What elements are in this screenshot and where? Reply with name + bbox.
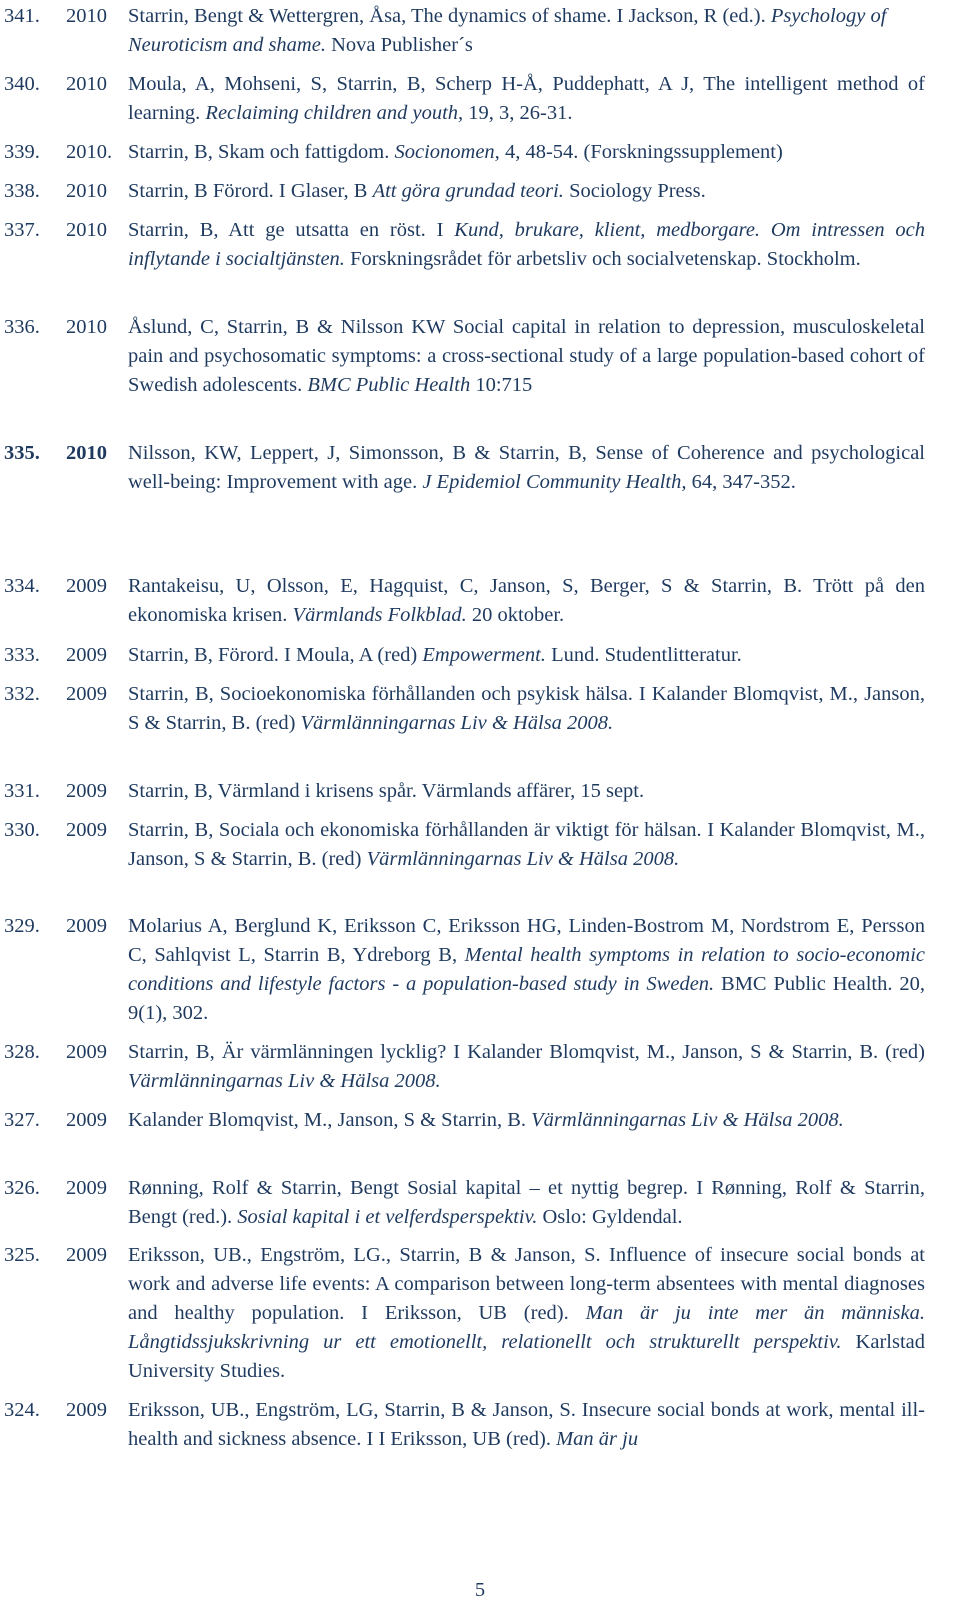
- citation-text: Karlstad University Studies.: [128, 1331, 925, 1382]
- entry-citation: [128, 313, 925, 400]
- entry-year: 2010: [66, 442, 107, 464]
- citation-text: Moula, A, Mohseni, S, Starrin, B, Scherp H-Å, Puddephatt, A J, The intelligent method of learning.: [128, 73, 925, 124]
- entry-number: 327.: [4, 1109, 40, 1131]
- entry-year: 2009: [66, 915, 107, 937]
- citation-text: Starrin, B, Sociala och ekonomiska förhållanden är viktigt för hälsan. I Kalander Blomqvist, M., Janson, S & Starrin, B. (red): [128, 819, 925, 870]
- entry-year: 2010: [66, 316, 107, 338]
- entry-number: 339.: [4, 141, 40, 163]
- entry-year: 2009: [66, 683, 107, 705]
- entry-citation: [128, 138, 925, 167]
- citation-title: Sosial kapital i et velferdsperspektiv.: [237, 1206, 538, 1228]
- entry-number: 333.: [4, 644, 40, 666]
- citation-text: 10:715: [470, 374, 533, 396]
- citation-title: Kund, brukare, klient, medborgare. Om intressen och inflytande i socialtjänsten.: [128, 219, 925, 270]
- entry-citation: [128, 572, 925, 630]
- citation-title: Värmlänningarnas Liv & Hälsa 2008.: [300, 712, 614, 734]
- citation-text: Forskningsrådet för arbetsliv och socialvetenskap. Stockholm.: [344, 248, 861, 270]
- citation-text: Starrin, B, Värmland i krisens spår. Värmlands affärer, 15 sept.: [128, 780, 645, 802]
- entry-citation: [128, 1106, 925, 1135]
- citation-title: Värmlänningarnas Liv & Hälsa 2008.: [531, 1109, 844, 1131]
- entry-citation: [128, 777, 925, 806]
- citation-text: Starrin, B, Förord. I Moula, A (red): [128, 644, 423, 666]
- entry-year: 2009: [66, 1399, 107, 1421]
- citation-text: BMC Public Health. 20, 9(1), 302.: [128, 973, 925, 1024]
- entry-number: 332.: [4, 683, 40, 705]
- citation-title: Värmlands Folkblad.: [292, 604, 467, 626]
- citation-text: Sociology Press.: [563, 180, 706, 202]
- citation-text: Rantakeisu, U, Olsson, E, Hagquist, C, Janson, S, Berger, S & Starrin, B. Trött på den ekonomiska krisen.: [128, 575, 925, 626]
- entry-citation: [128, 1174, 925, 1232]
- entry-number: 337.: [4, 219, 40, 241]
- entry-number: 325.: [4, 1244, 40, 1266]
- citation-text: Nova Publisher´s: [325, 34, 473, 56]
- citation-text: Starrin, B, Socioekonomiska förhållanden och psykisk hälsa. I Kalander Blomqvist, M., Janson, S & Starrin, B. (red): [128, 683, 925, 734]
- entry-citation: [128, 816, 925, 874]
- entry-year: 2009: [66, 1177, 107, 1199]
- citation-text: Starrin, Bengt & Wettergren, Åsa, The dynamics of shame. I Jackson, R (ed.).: [128, 5, 771, 27]
- entry-year: 2010: [66, 5, 107, 27]
- entry-citation: [128, 2, 925, 60]
- citation-text: Starrin, B, Skam och fattigdom.: [128, 141, 395, 163]
- citation-title: Värmlänningarnas Liv & Hälsa 2008.: [128, 1070, 441, 1092]
- citation-text: Oslo: Gyldendal.: [537, 1206, 683, 1228]
- entry-number: 336.: [4, 316, 40, 338]
- citation-text: Starrin, B, Att ge utsatta en röst. I: [128, 219, 455, 241]
- entry-citation: [128, 641, 925, 670]
- citation-title: BMC Public Health: [307, 374, 471, 396]
- entry-year: 2009: [66, 1109, 107, 1131]
- entry-number: 326.: [4, 1177, 40, 1199]
- entry-citation: [128, 439, 925, 497]
- entry-citation: [128, 70, 925, 128]
- entry-number: 330.: [4, 819, 40, 841]
- citation-text: 20 oktober.: [466, 604, 565, 626]
- entry-year: 2010: [66, 180, 107, 202]
- entry-citation: [128, 177, 925, 206]
- entry-year: 2009: [66, 819, 107, 841]
- entry-number: 329.: [4, 915, 40, 937]
- entry-citation: [128, 912, 925, 1028]
- entry-citation: [128, 1038, 925, 1096]
- entry-number: 324.: [4, 1399, 40, 1421]
- citation-text: 64, 347-352.: [686, 471, 796, 493]
- entry-year: 2009: [66, 575, 107, 597]
- citation-title: Empowerment.: [422, 644, 546, 666]
- citation-title: Reclaiming children and youth,: [205, 102, 464, 124]
- citation-text: Molarius A, Berglund K, Eriksson C, Eriksson HG, Linden-Bostrom M, Nordstrom E, Persson C, Sahlqvist L, Starrin B, Ydreborg B,: [128, 915, 925, 966]
- citation-title: J Epidemiol Community Health,: [422, 471, 687, 493]
- entry-number: 338.: [4, 180, 40, 202]
- citation-text: Lund. Studentlitteratur.: [545, 644, 742, 666]
- citation-text: 4, 48-54. (Forskningssupplement): [499, 141, 783, 163]
- entry-number: 328.: [4, 1041, 40, 1063]
- entry-year: 2010: [66, 219, 107, 241]
- entry-citation: [128, 1396, 925, 1454]
- entry-citation: [128, 680, 925, 738]
- entry-citation: [128, 1241, 925, 1386]
- citation-text: Eriksson, UB., Engström, LG., Starrin, B & Janson, S. Influence of insecure social bonds at work and adverse life events: A comparison between long-term absentees with mental diagnoses and healthy population. I Eriksson, UB (red).: [128, 1244, 925, 1324]
- entry-year: 2010: [66, 73, 107, 95]
- citation-text: Rønning, Rolf & Starrin, Bengt Sosial kapital – et nyttig begrep. I Rønning, Rolf & Starrin, Bengt (red.).: [128, 1177, 925, 1228]
- entry-number: 331.: [4, 780, 40, 802]
- citation-text: Eriksson, UB., Engström, LG, Starrin, B & Janson, S. Insecure social bonds at work, mental ill-health and sickness absence. I I Eriksson, UB (red).: [128, 1399, 925, 1450]
- entry-year: 2009: [66, 1041, 107, 1063]
- citation-title: Mental health symptoms in relation to socio-economic conditions and lifestyle factors - a population-based study in Sweden.: [128, 944, 926, 995]
- entry-number: 341.: [4, 5, 40, 27]
- entry-year: 2009: [66, 1244, 107, 1266]
- citation-text: Åslund, C, Starrin, B & Nilsson KW Social capital in relation to depression, musculoskeletal pain and psychosomatic symptoms: a cross-sectional study of a large population-based cohort of Swedish adolescents.: [128, 316, 925, 396]
- page-number: 5: [474, 1579, 486, 1601]
- citation-title: Man är ju: [556, 1428, 639, 1450]
- citation-text: Starrin, B, Är värmlänningen lycklig? I Kalander Blomqvist, M., Janson, S & Starrin, B. (red): [128, 1041, 925, 1063]
- entry-number: 335.: [4, 442, 40, 464]
- citation-title: Värmlänningarnas Liv & Hälsa 2008.: [366, 848, 680, 870]
- citation-title: Socionomen,: [394, 141, 500, 163]
- entry-number: 334.: [4, 575, 40, 597]
- citation-text: Kalander Blomqvist, M., Janson, S & Starrin, B.: [128, 1109, 532, 1131]
- citation-title: Psychology of Neuroticism and shame.: [128, 5, 887, 56]
- entry-year: 2009: [66, 780, 107, 802]
- entry-year: 2009: [66, 644, 107, 666]
- citation-text: 19, 3, 26-31.: [463, 102, 573, 124]
- entry-citation: [128, 216, 925, 274]
- citation-title: Man är ju inte mer än människa. Långtidssjukskrivning ur ett emotionellt, relationellt och strukturellt perspektiv.: [128, 1302, 925, 1353]
- citation-text: Nilsson, KW, Leppert, J, Simonsson, B & Starrin, B, Sense of Coherence and psychological well-being: Improvement with age.: [128, 442, 925, 493]
- citation-title: Att göra grundad teori.: [372, 180, 564, 202]
- entry-year: 2010.: [66, 141, 113, 163]
- citation-text: Starrin, B Förord. I Glaser, B: [128, 180, 373, 202]
- entry-number: 340.: [4, 73, 40, 95]
